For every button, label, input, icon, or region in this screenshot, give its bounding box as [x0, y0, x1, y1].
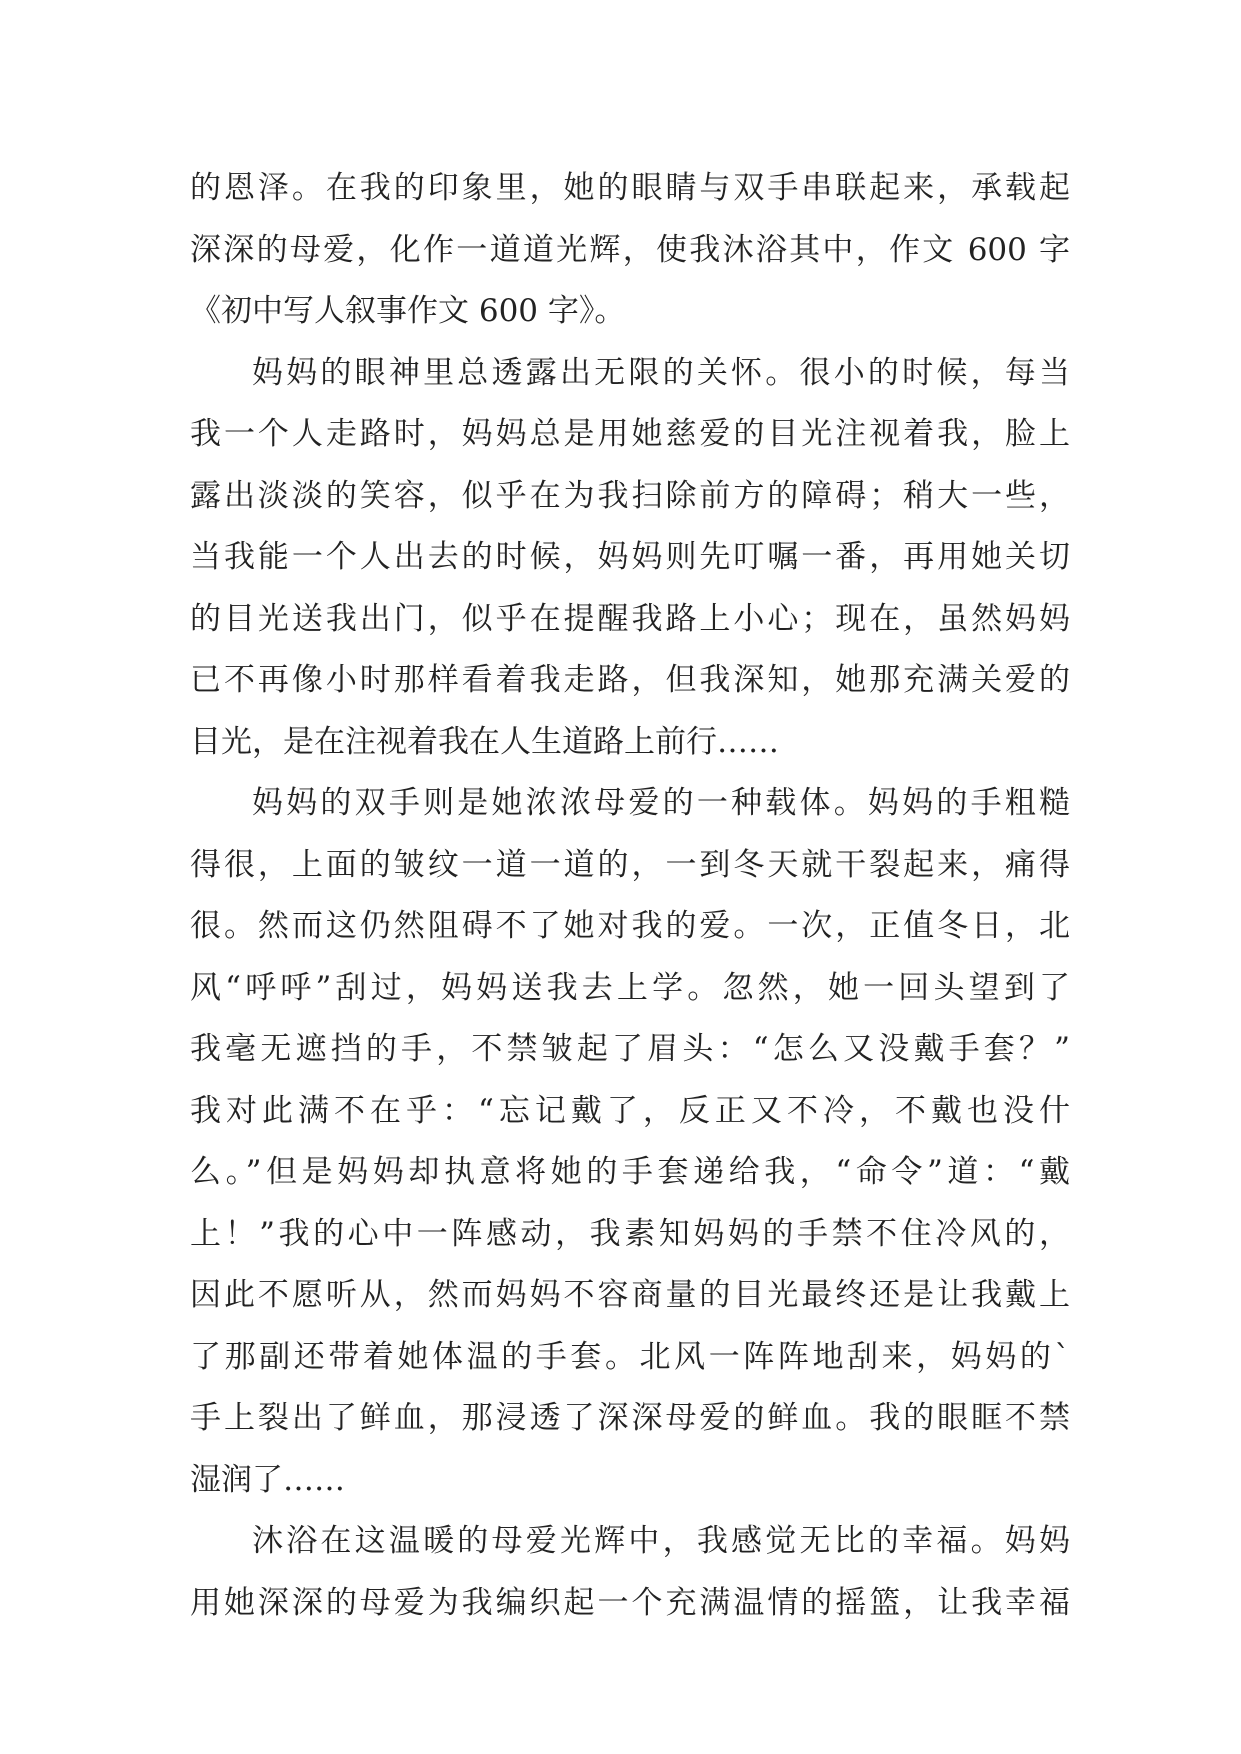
text-line: 沐浴在这温暖的母爱光辉中，我感觉无比的幸福。妈妈 [252, 1523, 1070, 1559]
text-line: 的目光送我出门，似乎在提醒我路上小心；现在，虽然妈妈 [190, 600, 1070, 637]
text-line: 《初中写人叙事作文 600 字》。 [190, 293, 626, 329]
text-line: 上！”我的心中一阵感动，我素知妈妈的手禁不住冷风的， [190, 1215, 1070, 1252]
text-line: 我对此满不在乎：“忘记戴了，反正又不冷，不戴也没什 [190, 1092, 1070, 1129]
essay-body [190, 158, 1070, 1634]
text-line: 风“呼呼”刮过，妈妈送我去上学。忽然，她一回头望到了 [190, 969, 1070, 1006]
text-line: 湿润了…… [190, 1461, 345, 1498]
text-line: 因此不愿听从，然而妈妈不容商量的目光最终还是让我戴上 [190, 1277, 1070, 1313]
text-line: 了那副还带着她体温的手套。北风一阵阵地刮来，妈妈的` [190, 1338, 1070, 1375]
text-line: 深深的母爱，化作一道道光辉，使我沐浴其中，作文 600 字 [190, 231, 1070, 268]
text-line: 得很，上面的皱纹一道一道的，一到冬天就干裂起来，痛得 [190, 846, 1070, 883]
text-line: 手上裂出了鲜血，那浸透了深深母爱的鲜血。我的眼眶不禁 [190, 1400, 1070, 1436]
text-line: 妈妈的双手则是她浓浓母爱的一种载体。妈妈的手粗糙 [252, 785, 1070, 821]
text-line: 的恩泽。在我的印象里，她的眼睛与双手串联起来，承载起 [190, 170, 1070, 206]
text-line: 已不再像小时那样看着我走路，但我深知，她那充满关爱的 [190, 662, 1070, 698]
text-line: 用她深深的母爱为我编织起一个充满温情的摇篮，让我幸福 [190, 1584, 1070, 1621]
text-line: 当我能一个人出去的时候，妈妈则先叮嘱一番，再用她关切 [190, 539, 1070, 575]
text-line: 妈妈的眼神里总透露出无限的关怀。很小的时候，每当 [252, 354, 1070, 391]
text-line: 么。”但是妈妈却执意将她的手套递给我，“命令”道：“戴 [190, 1154, 1070, 1190]
text-line: 很。然而这仍然阻碍不了她对我的爱。一次，正值冬日，北 [190, 908, 1070, 944]
text-line: 我一个人走路时，妈妈总是用她慈爱的目光注视着我，脸上 [190, 416, 1070, 452]
text-line: 露出淡淡的笑容，似乎在为我扫除前方的障碍；稍大一些， [190, 477, 1070, 514]
text-line: 我毫无遮挡的手，不禁皱起了眉头：“怎么又没戴手套？” [190, 1031, 1070, 1067]
text-line: 目光，是在注视着我在人生道路上前行…… [190, 723, 779, 760]
